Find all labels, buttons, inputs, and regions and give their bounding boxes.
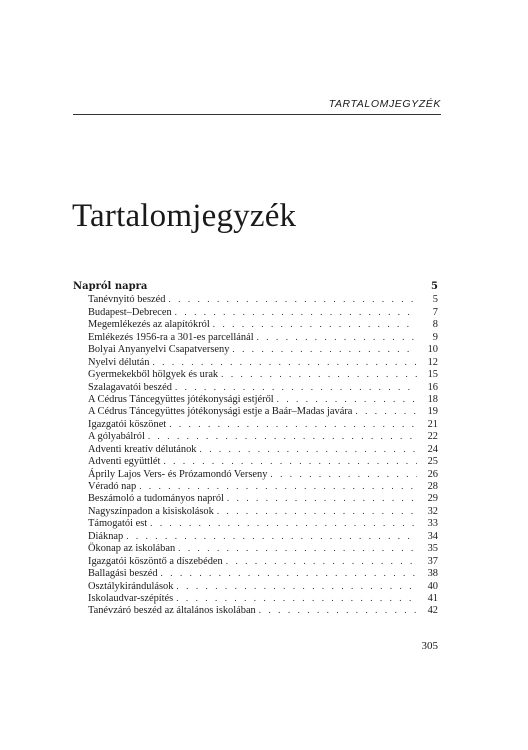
toc-entry[interactable] xyxy=(88,318,438,330)
dot-leader xyxy=(139,480,417,492)
toc-entry-page-number: 26 xyxy=(427,468,438,480)
toc-entry-title: Ballagási beszéd xyxy=(88,568,158,580)
toc-entry-title: A Cédrus Táncegyüttes jótékonysági estjéről xyxy=(88,393,274,405)
dot-leader xyxy=(232,343,417,355)
toc-entry[interactable] xyxy=(88,381,438,393)
dot-leader xyxy=(178,542,417,554)
dot-leader xyxy=(175,381,417,393)
toc-entry-page-number: 7 xyxy=(432,306,438,318)
toc-entry[interactable] xyxy=(88,430,438,442)
toc-entry-page-number: 40 xyxy=(427,580,438,592)
header-rule xyxy=(73,114,441,115)
toc-entry-title: Nyelvi délután xyxy=(88,356,150,368)
dot-leader xyxy=(200,443,418,455)
dot-leader xyxy=(259,604,417,616)
toc-entry-page-number: 19 xyxy=(427,406,438,418)
toc-entry[interactable] xyxy=(88,592,438,604)
toc-entry-title: Tanévnyitó beszéd xyxy=(88,294,166,306)
toc-entry-title: Véradó nap xyxy=(88,481,137,492)
toc-entry[interactable] xyxy=(88,604,438,616)
toc-entry-title: Szalagavatói beszéd xyxy=(88,381,172,393)
toc-entry-title: Diáknap xyxy=(88,530,124,542)
toc-entry[interactable] xyxy=(88,480,438,492)
toc-entry-page-number: 22 xyxy=(427,431,438,443)
dot-leader xyxy=(257,331,417,343)
page-title: Tartalomjegyzék xyxy=(72,198,297,234)
toc-entry[interactable] xyxy=(88,306,438,318)
toc-entry-page-number: 38 xyxy=(427,568,438,580)
toc-entry[interactable] xyxy=(88,542,438,554)
toc-entry[interactable] xyxy=(88,530,438,542)
toc-entry[interactable] xyxy=(88,368,438,380)
toc-entry-page-number: 5 xyxy=(432,294,438,306)
toc-entry-page-number: 15 xyxy=(427,369,438,381)
toc-entry-page-number: 28 xyxy=(427,481,438,492)
toc-entry[interactable] xyxy=(88,356,438,368)
toc-entry[interactable] xyxy=(88,331,438,343)
toc-entry-page-number: 25 xyxy=(427,456,438,468)
toc-entry-page-number: 21 xyxy=(427,418,438,430)
toc-entry[interactable] xyxy=(88,580,438,592)
toc-entry-title: Beszámoló a tudományos napról xyxy=(88,493,224,505)
toc-entry-title: Tanévzáró beszéd az általános iskolában xyxy=(88,605,256,617)
dot-leader xyxy=(227,492,417,504)
toc-entry[interactable] xyxy=(88,555,438,567)
dot-leader xyxy=(277,393,417,405)
toc-entry-page-number: 9 xyxy=(432,331,438,343)
toc-entry[interactable] xyxy=(88,343,438,355)
toc-entry-page-number: 41 xyxy=(427,592,438,604)
toc-entry-page-number: 16 xyxy=(427,381,438,393)
toc-entry-page-number: 34 xyxy=(427,530,438,542)
toc-entry-page-number: 35 xyxy=(427,543,438,555)
toc-entry-page-number: 24 xyxy=(427,443,438,455)
toc-entry[interactable] xyxy=(88,567,438,579)
dot-leader xyxy=(150,517,417,529)
toc-entry-title: Budapest–Debrecen xyxy=(88,306,172,318)
toc-entry-title: Igazgatói köszönet xyxy=(88,418,167,430)
toc-entry-title: Adventi kreatív délutánok xyxy=(88,443,197,455)
dot-leader xyxy=(175,306,417,318)
toc-entry-page-number: 42 xyxy=(427,605,438,617)
toc-entry[interactable] xyxy=(88,393,438,405)
toc-entry-page-number: 29 xyxy=(427,493,438,505)
section-page-number: 5 xyxy=(431,281,438,292)
toc-entry[interactable] xyxy=(88,455,438,467)
toc-entry[interactable] xyxy=(88,443,438,455)
toc-section-heading[interactable] xyxy=(73,281,438,293)
dot-leader xyxy=(148,430,417,442)
toc-entry[interactable] xyxy=(88,418,438,430)
toc-entry[interactable] xyxy=(88,405,438,417)
toc-entry-page-number: 37 xyxy=(427,555,438,567)
toc-entry-title: Áprily Lajos Vers- és Prózamondó Verseny xyxy=(88,468,268,480)
dot-leader xyxy=(152,356,417,368)
dot-leader xyxy=(161,567,417,579)
dot-leader xyxy=(221,368,417,380)
toc-entry-title: A gólyabálról xyxy=(88,431,145,443)
toc-entry-title: Adventi együttlét xyxy=(88,456,161,468)
toc-entry[interactable] xyxy=(88,492,438,504)
running-header: TARTALOMJEGYZÉK xyxy=(328,98,441,110)
toc-entry-page-number: 32 xyxy=(427,505,438,517)
dot-leader xyxy=(176,580,417,592)
dot-leader xyxy=(163,455,417,467)
dot-leader xyxy=(355,405,417,417)
toc-entry-title: Gyermekekből hölgyek és urak xyxy=(88,369,219,381)
toc-entry[interactable] xyxy=(88,517,438,529)
toc-entry-title: Megemlékezés az alapítókról xyxy=(88,319,210,331)
toc-entry-page-number: 12 xyxy=(427,356,438,368)
toc-entry-title: Nagyszínpadon a kisiskolások xyxy=(88,505,214,517)
toc-entry-title: A Cédrus Táncegyüttes jótékonysági estje a Baár–Madas javára xyxy=(88,406,353,418)
toc-entry-title: Iskolaudvar-szépítés xyxy=(88,592,174,604)
toc-entry-title: Igazgatói köszöntő a díszebéden xyxy=(88,555,223,567)
dot-leader xyxy=(126,530,417,542)
dot-leader xyxy=(213,318,417,330)
toc-entry-title: Bolyai Anyanyelvi Csapatverseny xyxy=(88,344,230,356)
toc-entry[interactable] xyxy=(88,505,438,517)
toc-entry[interactable] xyxy=(88,293,438,305)
toc-entry-page-number: 8 xyxy=(432,319,438,331)
toc-entry-title: Ökonap az iskolában xyxy=(88,543,176,555)
toc-entry-title: Emlékezés 1956-ra a 301-es parcellánál xyxy=(88,331,254,343)
page-folio: 305 xyxy=(421,640,438,652)
dot-leader xyxy=(270,468,417,480)
toc-entry-title: Támogatói est xyxy=(88,518,148,530)
toc-entry[interactable] xyxy=(88,468,438,480)
table-of-contents xyxy=(73,281,438,617)
section-title: Napról napra xyxy=(73,281,148,292)
toc-entry-list xyxy=(88,293,438,616)
toc-entry-title: Osztálykirándulások xyxy=(88,580,174,592)
toc-entry-page-number: 18 xyxy=(427,393,438,405)
toc-entry-page-number: 10 xyxy=(427,344,438,356)
toc-entry-page-number: 33 xyxy=(427,518,438,530)
dot-leader xyxy=(169,418,417,430)
dot-leader xyxy=(226,555,417,567)
dot-leader xyxy=(176,592,417,604)
dot-leader xyxy=(217,505,417,517)
dot-leader xyxy=(168,293,417,305)
